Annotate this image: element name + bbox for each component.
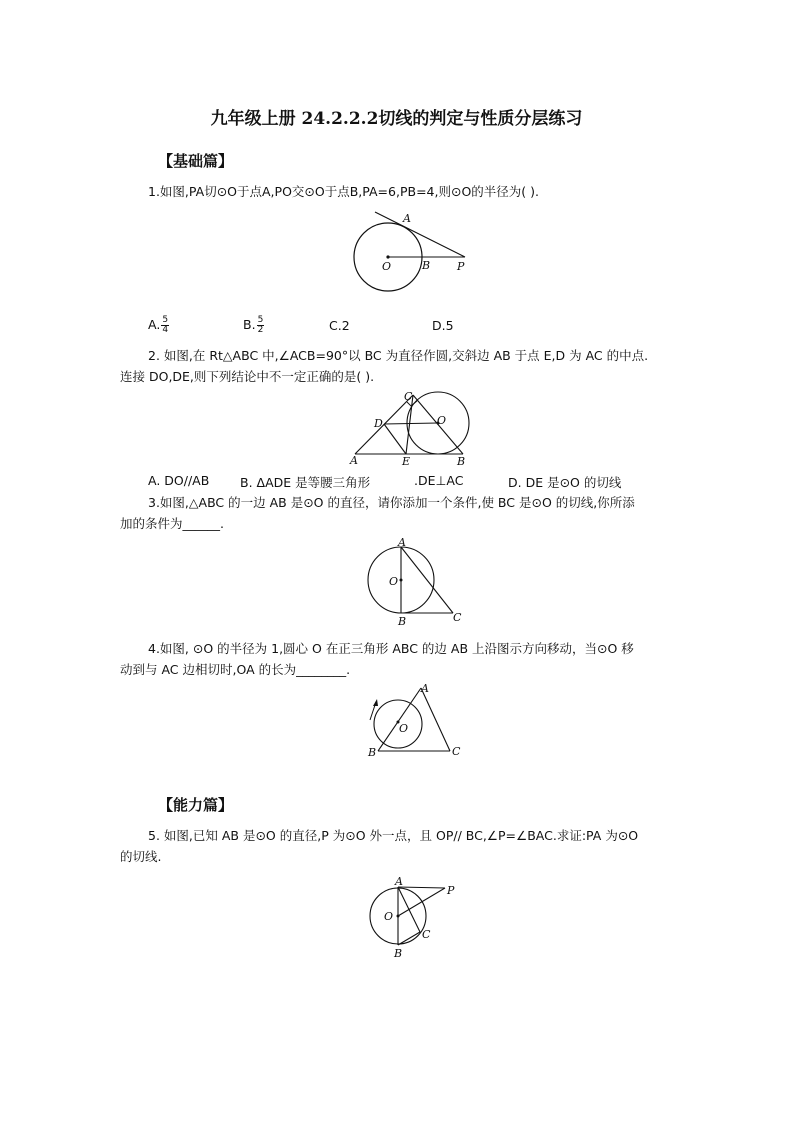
- q5-segment-ap: [398, 887, 445, 888]
- question-4-figure: [362, 682, 472, 762]
- q5-label-b: B: [394, 947, 403, 960]
- q5-label-c: C: [422, 928, 431, 941]
- q1-option-c: C.2: [329, 318, 350, 333]
- question-1-text: 1.如图,PA切⊙O于点A,PO交⊙O于点B,PA=6,PB=4,则⊙O的半径为( ).: [148, 184, 539, 199]
- question-2-figure: [347, 388, 477, 468]
- q2-option-b: B. ΔADE 是等腰三角形: [240, 475, 371, 490]
- q5-center-dot: [397, 915, 400, 918]
- q2-label-b: B: [457, 455, 466, 468]
- q4-label-c: C: [452, 745, 461, 758]
- q5-segment-bc: [398, 932, 420, 945]
- section-advanced-heading: 【能力篇】: [158, 796, 234, 814]
- q4-label-b: B: [368, 746, 377, 759]
- question-4-line-2: 动到与 AC 边相切时,OA 的长为________.: [120, 662, 351, 677]
- page-title: 九年级上册 24.2.2.2切线的判定与性质分层练习: [210, 109, 583, 129]
- q3-label-o: O: [389, 575, 399, 588]
- q2-label-c: C: [404, 390, 413, 403]
- q1-label-b: B: [422, 259, 431, 272]
- question-5-figure: [368, 874, 468, 964]
- q1-label-a: A: [403, 212, 411, 225]
- question-2-line-1: 2. 如图,在 Rt△ABC 中,∠ACB=90°以 BC 为直径作圆,交斜边 AB 于点 E,D 为 AC 的中点.: [148, 348, 649, 363]
- q1-center-dot: [386, 255, 389, 258]
- q1-label-p: P: [457, 260, 465, 273]
- q2-option-d: D. DE 是⊙O 的切线: [508, 475, 622, 490]
- q2-label-e: E: [402, 455, 411, 468]
- q3-label-a: A: [398, 536, 406, 549]
- q1-option-b: B. $\frac{5}{2}$: [243, 315, 264, 335]
- q3-label-c: C: [453, 611, 462, 624]
- q5-label-p: P: [447, 884, 455, 897]
- q1-option-a: A. $\frac{5}{4}$: [148, 315, 169, 335]
- q3-label-b: B: [398, 615, 407, 628]
- q2-segment-do: [384, 423, 438, 424]
- q1-option-d: D.5: [432, 318, 454, 333]
- q4-side-ac: [421, 688, 450, 751]
- q5-label-a: A: [395, 875, 403, 888]
- question-1-figure: [345, 208, 485, 318]
- q2-option-a: A. DO//AB: [148, 473, 210, 488]
- q2-label-a: A: [350, 454, 358, 467]
- question-3-figure: [358, 536, 468, 626]
- q1-label-o: O: [382, 260, 392, 273]
- q5-segment-ac: [398, 887, 420, 932]
- question-3-line-1: 3.如图,△ABC 的一边 AB 是⊙O 的直径，请你添加一个条件,使 BC 是⊙O 的切线,你所添: [148, 495, 635, 510]
- q2-label-o: O: [437, 414, 447, 427]
- q3-center-dot: [400, 579, 403, 582]
- q4-label-o: O: [399, 722, 409, 735]
- q2-label-d: D: [374, 417, 383, 430]
- question-2-line-2: 连接 DO,DE,则下列结论中不一定正确的是( ).: [120, 369, 375, 384]
- q2-option-c: .DE⊥AC: [414, 473, 464, 488]
- question-5-line-1: 5. 如图,已知 AB 是⊙O 的直径,P 为⊙O 外一点，且 OP// BC,∠P=∠BAC.求证:PA 为⊙O: [148, 828, 639, 843]
- question-3-line-2: 加的条件为______.: [120, 516, 224, 531]
- q5-label-o: O: [384, 910, 394, 923]
- question-4-line-1: 4.如图, ⊙O 的半径为 1,圆心 O 在正三角形 ABC 的边 AB 上沿图示方向移动，当⊙O 移: [148, 641, 634, 656]
- q1-tangent-line: [375, 212, 465, 257]
- q4-circle: [374, 700, 422, 748]
- question-5-line-2: 的切线.: [120, 849, 162, 864]
- q4-label-a: A: [421, 682, 429, 695]
- q3-segment-ac: [401, 547, 453, 613]
- q2-segment-de: [384, 424, 406, 454]
- section-basic-heading: 【基础篇】: [158, 152, 234, 170]
- q4-motion-arrowhead: [373, 699, 378, 706]
